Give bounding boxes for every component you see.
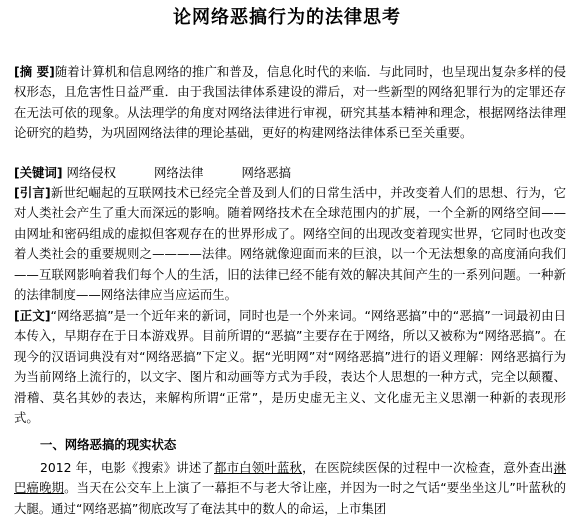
section-heading — [40, 435, 176, 455]
para-segment: 2012 年，电影《搜索》讲述了 — [40, 460, 215, 475]
abstract-tag: [摘 要] — [14, 64, 55, 79]
body-text: “网络恶搞”是一个近年来的新词，同时也是一个外来词。“网络恶搞”中的“恶搞”一词最初由日本传入，早期存在于日本游戏界。目前所谓的“恶搞”主要存在于网络，所以又被称为“网络恶搞”。在现今的汉语词典没有对“网络恶搞”下定义。据“光明网”对“网络恶搞”进行的语义理解：网络恶搞行为为当前网络上流行的，以文字、图片和动画等方式为手段，表达个人思想的一种方式，完全以颠覆、滑稽、莫名其妙的表达，来解构所谓“正常”，是历史虚无主义、文化虚无主义思潮一种新的表现形式。 — [14, 308, 567, 426]
section-heading-prefix: 一、 — [40, 437, 65, 452]
abstract-paragraph — [14, 62, 566, 144]
section-heading-text: 网络恶搞的现实状态 — [64, 437, 177, 452]
section-paragraph — [14, 458, 566, 519]
intro-text: 新世纪崛起的互联网技术已经完全普及到人们的日常生活中，并改变着人们的思想、行为，它对人类社会产生了重大而深远的影响。随着网络技术在全球范围内的扩展，一个全新的网络空间——由网址和密码组成的虚拟但客观存在的世界形成了。网络空间的出现改变着现实世界，它同时也改变着人类社会的重要规则之————法律。网络就像迎面而来的巨浪，以一个无法想象的高度涌向我们——互联网影响着我们每个人的生活，旧的法律已经不能有效的解决其间产生的一系列问题。一种新的法律制度——网络法律应当应运而生。 — [14, 185, 567, 303]
body-tag: [正文] — [14, 308, 51, 323]
page-title: 论网络恶搞行为的法律思考 — [173, 7, 401, 28]
intro-tag: [引言] — [14, 185, 51, 200]
keywords-tag: [关键词] — [14, 165, 63, 180]
para-highlight: 都市白领叶蓝秋 — [214, 460, 303, 475]
para-segment: ，在医院续医保的过程中一次检查，意外查出 — [302, 460, 554, 475]
keyword-item: 网络侵权 — [66, 165, 117, 180]
keywords-line — [14, 163, 566, 183]
body-paragraph — [14, 306, 566, 428]
para-segment: 。当天在公交车上上演了一幕拒不与老大爷让座，并因为一时之气话“要坐坐这儿”叶蓝秋的大腿。通过“网络恶搞”彻底改写了奄法其中的数人的命运，上市集团 — [14, 480, 566, 516]
intro-paragraph — [14, 183, 566, 305]
keyword-item: 网络法律 — [153, 165, 204, 180]
keyword-item: 网络恶搞 — [241, 165, 292, 180]
abstract-text: 随着计算机和信息网络的推广和普及，信息化时代的来临．与此同时，也呈现出复杂多样的侵权形态，且危害性日益严重．由于我国法律体系建设的滞后，对一些新型的网络犯罪行为的定罪还存在无法可依的现象。从法理学的角度对网络法律进行审视，研究其基本精神和理念，根据网络法律理论研究的趋势，为巩固网络法律的理论基础，更好的构建网络法律体系已至关重要。 — [14, 64, 567, 141]
para-highlight: 淋巴癌晚期 — [14, 460, 566, 496]
